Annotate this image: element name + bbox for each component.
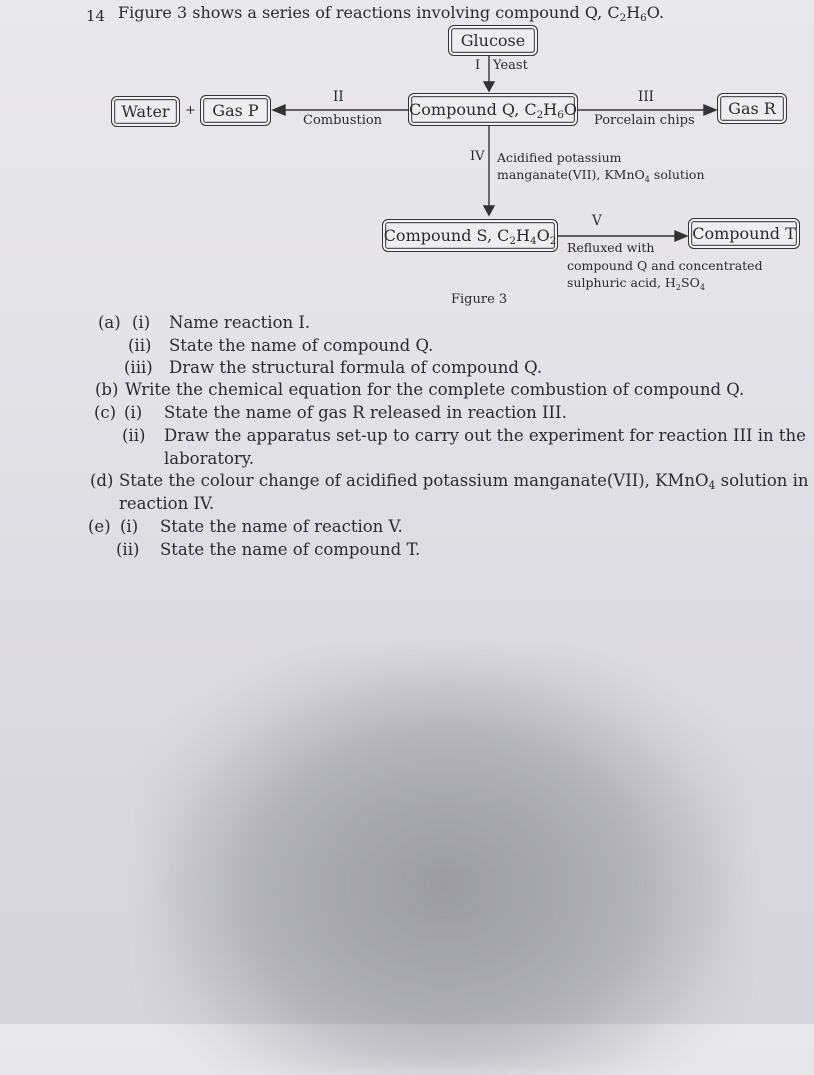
- part-d-line1: State the colour change of acidified potassium manganate(VII), KMnO$_4$ solution in: [119, 471, 809, 492]
- step-v-line2: compound Q and concentrated: [567, 258, 763, 273]
- hand-shadow: [150, 655, 740, 1075]
- step-ii-label: Combustion: [303, 113, 383, 128]
- question-number: 14: [86, 7, 106, 25]
- plus-sign: +: [185, 103, 196, 118]
- gas-p-box: Gas P: [200, 95, 271, 126]
- part-b-label: (b): [95, 380, 119, 399]
- step-i-numeral: I: [475, 58, 481, 73]
- part-c-ii-line2: laboratory.: [164, 449, 255, 468]
- part-e-ii-text: State the name of compound T.: [160, 540, 421, 559]
- part-e-i-num: (i): [120, 517, 139, 536]
- step-iv-numeral: IV: [470, 149, 485, 164]
- compound-q-box: Compound Q, $C_2H_6O$: [408, 93, 578, 126]
- step-iv-line1: Acidified potassium: [497, 150, 622, 165]
- step-iii-label: Porcelain chips: [594, 113, 695, 128]
- step-iii-numeral: III: [638, 89, 654, 105]
- step-ii-numeral: II: [333, 89, 344, 105]
- compound-t-box: Compound T: [688, 218, 800, 249]
- part-c-label: (c): [94, 403, 117, 422]
- part-c-ii-num: (ii): [122, 426, 146, 445]
- gas-r-box: Gas R: [717, 93, 787, 124]
- part-a-iii-text: Draw the structural formula of compound Q.: [169, 358, 543, 377]
- water-box: Water: [111, 96, 180, 127]
- step-i-label: Yeast: [493, 58, 528, 73]
- part-c-i-text: State the name of gas R released in reaction III.: [164, 403, 567, 422]
- step-v-line3: sulphuric acid, $H_2SO_4$: [567, 275, 705, 292]
- part-e-ii-num: (ii): [116, 540, 140, 559]
- part-e-label: (e): [88, 517, 111, 536]
- step-v-numeral: V: [592, 213, 602, 229]
- part-a-iii-num: (iii): [124, 358, 153, 377]
- part-d-label: (d): [90, 471, 114, 490]
- question-stem: Figure 3 shows a series of reactions involving compound Q, $C_2H_6O$.: [118, 3, 665, 24]
- part-a-i-num: (i): [132, 313, 151, 332]
- glucose-box: Glucose: [448, 25, 538, 56]
- part-a-ii-num: (ii): [128, 336, 152, 355]
- part-d-line2: reaction IV.: [119, 494, 215, 513]
- part-e-i-text: State the name of reaction V.: [160, 517, 403, 536]
- part-c-i-num: (i): [124, 403, 143, 422]
- compound-s-box: Compound S, $C_2H_4O_2$: [382, 219, 558, 252]
- part-a-label: (a): [98, 313, 121, 332]
- step-iv-line2: manganate(VII), KMnO$_4$ solution: [497, 167, 705, 184]
- part-a-ii-text: State the name of compound Q.: [169, 336, 434, 355]
- step-v-line1: Refluxed with: [567, 240, 655, 255]
- part-c-ii-line1: Draw the apparatus set-up to carry out the experiment for reaction III in the: [164, 426, 806, 445]
- part-b-text: Write the chemical equation for the complete combustion of compound Q.: [125, 380, 745, 399]
- part-a-i-text: Name reaction I.: [169, 313, 311, 332]
- figure-caption: Figure 3: [451, 292, 508, 307]
